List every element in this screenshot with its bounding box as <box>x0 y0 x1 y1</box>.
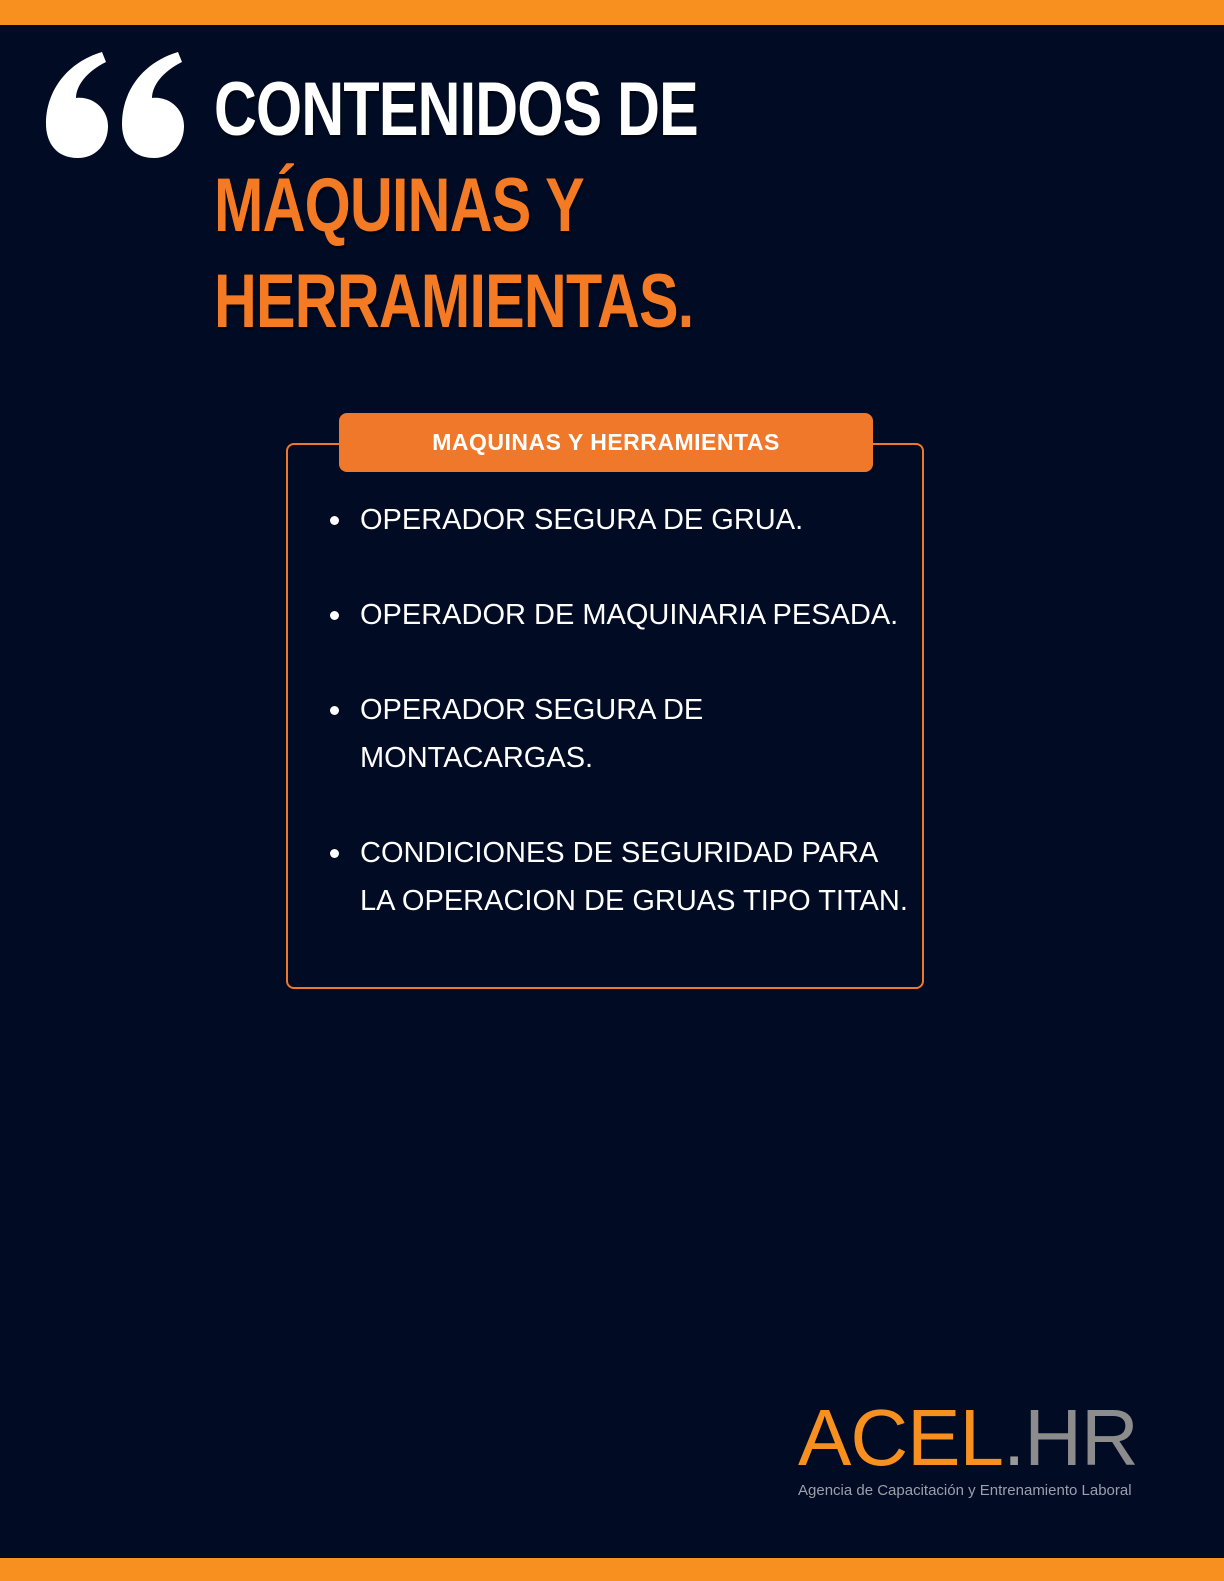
logo-hr: HR <box>1024 1393 1138 1482</box>
logo-tagline: Agencia de Capacitación y Entrenamiento Laboral <box>798 1482 1132 1499</box>
page-title <box>214 62 963 350</box>
open-quote-icon <box>40 40 195 170</box>
title-line-2 <box>214 254 963 350</box>
logo-dot: . <box>1002 1393 1025 1482</box>
title-accent-2: HERRAMIENTAS. <box>214 259 694 344</box>
logo-wordmark <box>798 1393 1138 1482</box>
list-item: CONDICIONES DE SEGURIDAD PARA LA OPERACION DE GRUAS TIPO TITAN. <box>326 829 910 925</box>
title-line-1 <box>214 62 963 254</box>
topic-list <box>326 496 916 972</box>
bottom-accent-bar <box>0 1558 1224 1581</box>
title-prefix: CONTENIDOS DE <box>214 67 698 152</box>
list-item: OPERADOR SEGURA DE MONTACARGAS. <box>326 686 720 782</box>
logo-acel: ACEL <box>798 1393 1003 1482</box>
top-accent-bar <box>0 0 1224 25</box>
list-item: OPERADOR SEGURA DE GRUA. <box>326 496 916 544</box>
title-accent-1: MÁQUINAS Y <box>214 163 584 248</box>
card-header: MAQUINAS Y HERRAMIENTAS <box>339 413 873 472</box>
list-item: OPERADOR DE MAQUINARIA PESADA. <box>326 591 916 639</box>
company-logo <box>798 1393 1138 1503</box>
